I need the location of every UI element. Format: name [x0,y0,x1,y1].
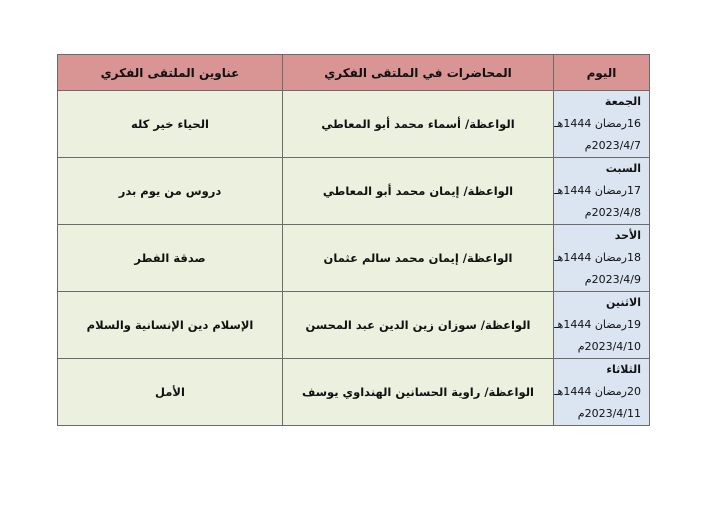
header-day: اليوم [554,55,650,91]
title-cell: الحياء خير كله [58,91,283,158]
hijri-date: 18رمضان 1444هـ [554,251,641,264]
hijri-date: 20رمضان 1444هـ [554,385,641,398]
day-name: الأحد [614,229,641,242]
table-row [58,91,650,158]
lecturer-cell: الواعظة/ إيمان محمد أبو المعاطي [283,158,554,225]
table-row [58,225,650,292]
day-cell [554,225,650,292]
day-name: الجمعة [604,95,641,108]
hijri-date: 16رمضان 1444هـ [554,117,641,130]
day-cell [554,359,650,426]
gregorian-date: 2023/4/7م [584,139,641,152]
table-row [58,359,650,426]
lecturer-cell: الواعظة/ راوية الحسانين الهنداوي يوسف [283,359,554,426]
header-row [58,55,650,91]
title-cell: الإسلام دين الإنسانية والسلام [58,292,283,359]
day-name: الاثنين [606,296,641,309]
header-lectures: المحاضرات في الملتقى الفكري [283,55,554,91]
schedule-table [57,54,650,426]
table-row [58,292,650,359]
title-cell: الأمل [58,359,283,426]
lecturer-cell: الواعظة/ سوزان زين الدين عبد المحسن [283,292,554,359]
gregorian-date: 2023/4/11م [577,407,641,420]
gregorian-date: 2023/4/9م [584,273,641,286]
lecturer-cell: الواعظة/ إيمان محمد سالم عثمان [283,225,554,292]
hijri-date: 19رمضان 1444هـ [554,318,641,331]
table-row [58,158,650,225]
day-name: السبت [605,162,641,175]
title-cell: دروس من يوم بدر [58,158,283,225]
title-cell: صدقة الفطر [58,225,283,292]
gregorian-date: 2023/4/10م [577,340,641,353]
lecturer-cell: الواعظة/ أسماء محمد أبو المعاطي [283,91,554,158]
hijri-date: 17رمضان 1444هـ [554,184,641,197]
day-cell [554,91,650,158]
gregorian-date: 2023/4/8م [584,206,641,219]
day-cell [554,158,650,225]
header-titles: عناوين الملتقى الفكري [58,55,283,91]
day-cell [554,292,650,359]
day-name: الثلاثاء [606,363,641,376]
